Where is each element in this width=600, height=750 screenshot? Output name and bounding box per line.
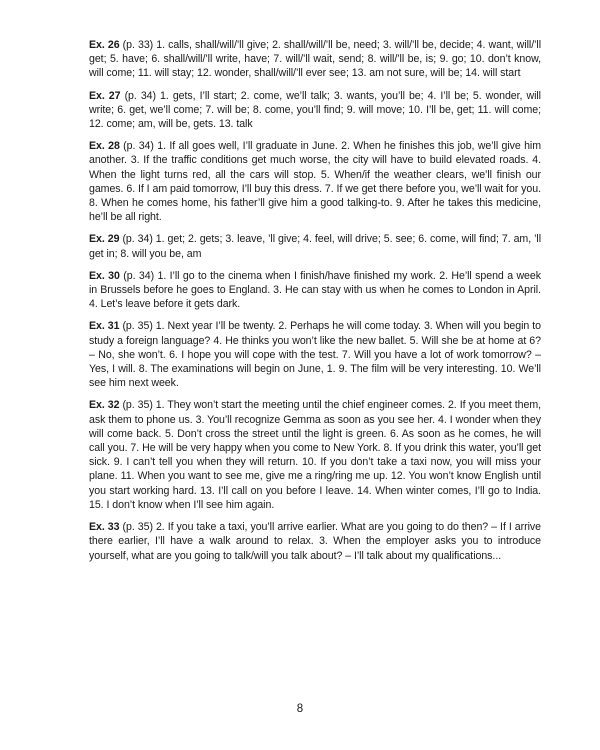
exercise-28 <box>89 139 541 224</box>
exercise-31 <box>89 319 541 390</box>
exercise-label: Ex. 33 <box>89 521 120 534</box>
exercise-label: Ex. 26 <box>89 39 120 51</box>
exercise-label: Ex. 30 <box>89 269 120 282</box>
exercise-label: Ex. 27 <box>89 89 121 102</box>
exercise-27 <box>89 89 541 132</box>
exercise-label: Ex. 31 <box>89 320 120 333</box>
exercise-30 <box>89 269 541 312</box>
exercise-answers: (p. 34) 1. If all goes well, I’ll graduate in June. 2. When he finishes this job, we’ll give him another. 3. If the traffic conditions get much worse, the city will have to build elevated roads. 4. When the light turns red, all the cars will stop. 5. When/if the weather clears, we’ll finish our games. 6. If I am paid tomorrow, I’ll buy this dress. 7. If we get there before you, we’ll wait for you. 8. When he comes home, his father’ll give him a good talking-to. 9. After he takes this medicine, he’ll be all right. <box>89 140 542 224</box>
exercise-answers: (p. 35) 1. Next year I’ll be twenty. 2. Perhaps he will come today. 3. When will you begin to study a foreign language? 4. He thinks you won’t like the new ballet. 5. Will she be at home at 6? – No, she won’t. 6. I hope you will cope with the test. 7. Will you have a lot of work tomorrow? – Yes, I will. 8. The examinations will begin on June, 1. 9. The film will be very interesting. 10. We’ll see him next week. <box>89 320 541 390</box>
exercise-label: Ex. 29 <box>89 233 120 246</box>
answer-key-page <box>89 38 541 571</box>
page-number: 8 <box>296 703 304 715</box>
exercise-label: Ex. 28 <box>89 140 120 153</box>
exercise-answers: (p. 34) 1. I’ll go to the cinema when I finish/have finished my work. 2. He’ll spend a week in Brussels before he goes to England. 3. He can stay with us when he comes to London in April. 4. Let’s leave before it gets dark. <box>89 269 541 311</box>
exercise-answers: (p. 34) 1. gets, I’ll start; 2. come, we’ll talk; 3. wants, you’ll be; 4. I’ll be; 5. wonder, will write; 6. get, we’ll come; 7. will be; 8. come, you’ll find; 9. will move; 10. I’ll be, get; 11. will come; 12. come; am, will be, gets. 13. talk <box>89 89 541 131</box>
exercise-33 <box>89 520 541 563</box>
exercise-answers: (p. 34) 1. get; 2. gets; 3. leave, ’ll give; 4. feel, will drive; 5. see; 6. come, will find; 7. am, ’ll get in; 8. will you be, am <box>89 233 541 260</box>
exercise-answers: (p. 33) 1. calls, shall/will/’ll give; 2. shall/will/’ll be, need; 3. will/’ll be, decide; 4. want, will/’ll get; 5. have; 6. shall/will/’ll write, have; 7. will/’ll wait, send; 8. will/’ll be, is; 9. go; 10. don’t know, will come; 11. will stay; 12. wonder, shall/will/’ll ever see; 13. am not sure, will be; 14. will start <box>89 39 541 80</box>
exercise-29 <box>89 232 541 260</box>
exercise-32 <box>89 398 541 512</box>
exercise-answers: (p. 35) 2. If you take a taxi, you’ll arrive earlier. What are you going to do then? – If I arrive there earlier, I’ll have a walk around to relax. 3. When the employer asks you to introduce yourself, what are you going to talk/will you talk about? – I’ll talk about my qualifications... <box>89 521 541 562</box>
exercise-label: Ex. 32 <box>89 399 120 412</box>
exercise-26 <box>89 38 541 81</box>
exercise-answers: (p. 35) 1. They won’t start the meeting until the chief engineer comes. 2. If you meet them, ask them to phone us. 3. You’ll recognize Gemma as soon as you see her. 4. I wonder when they will come back. 5. Don’t cross the street until the light is green. 6. As soon as he comes, he will call you. 7. He will be very happy when you come to New York. 8. If you drink this water, you’ll get sick. 9. I can’t tell you when they will return. 10. If you don’t take a taxi now, you will miss your plane. 11. When you want to see me, give me a ring/ring me up. 12. You won’t know English until you start working hard. 13. I’ll call on you before I leave. 14. When winter comes, I’ll go to India. 15. I don’t know when I’ll see him again. <box>89 399 541 511</box>
